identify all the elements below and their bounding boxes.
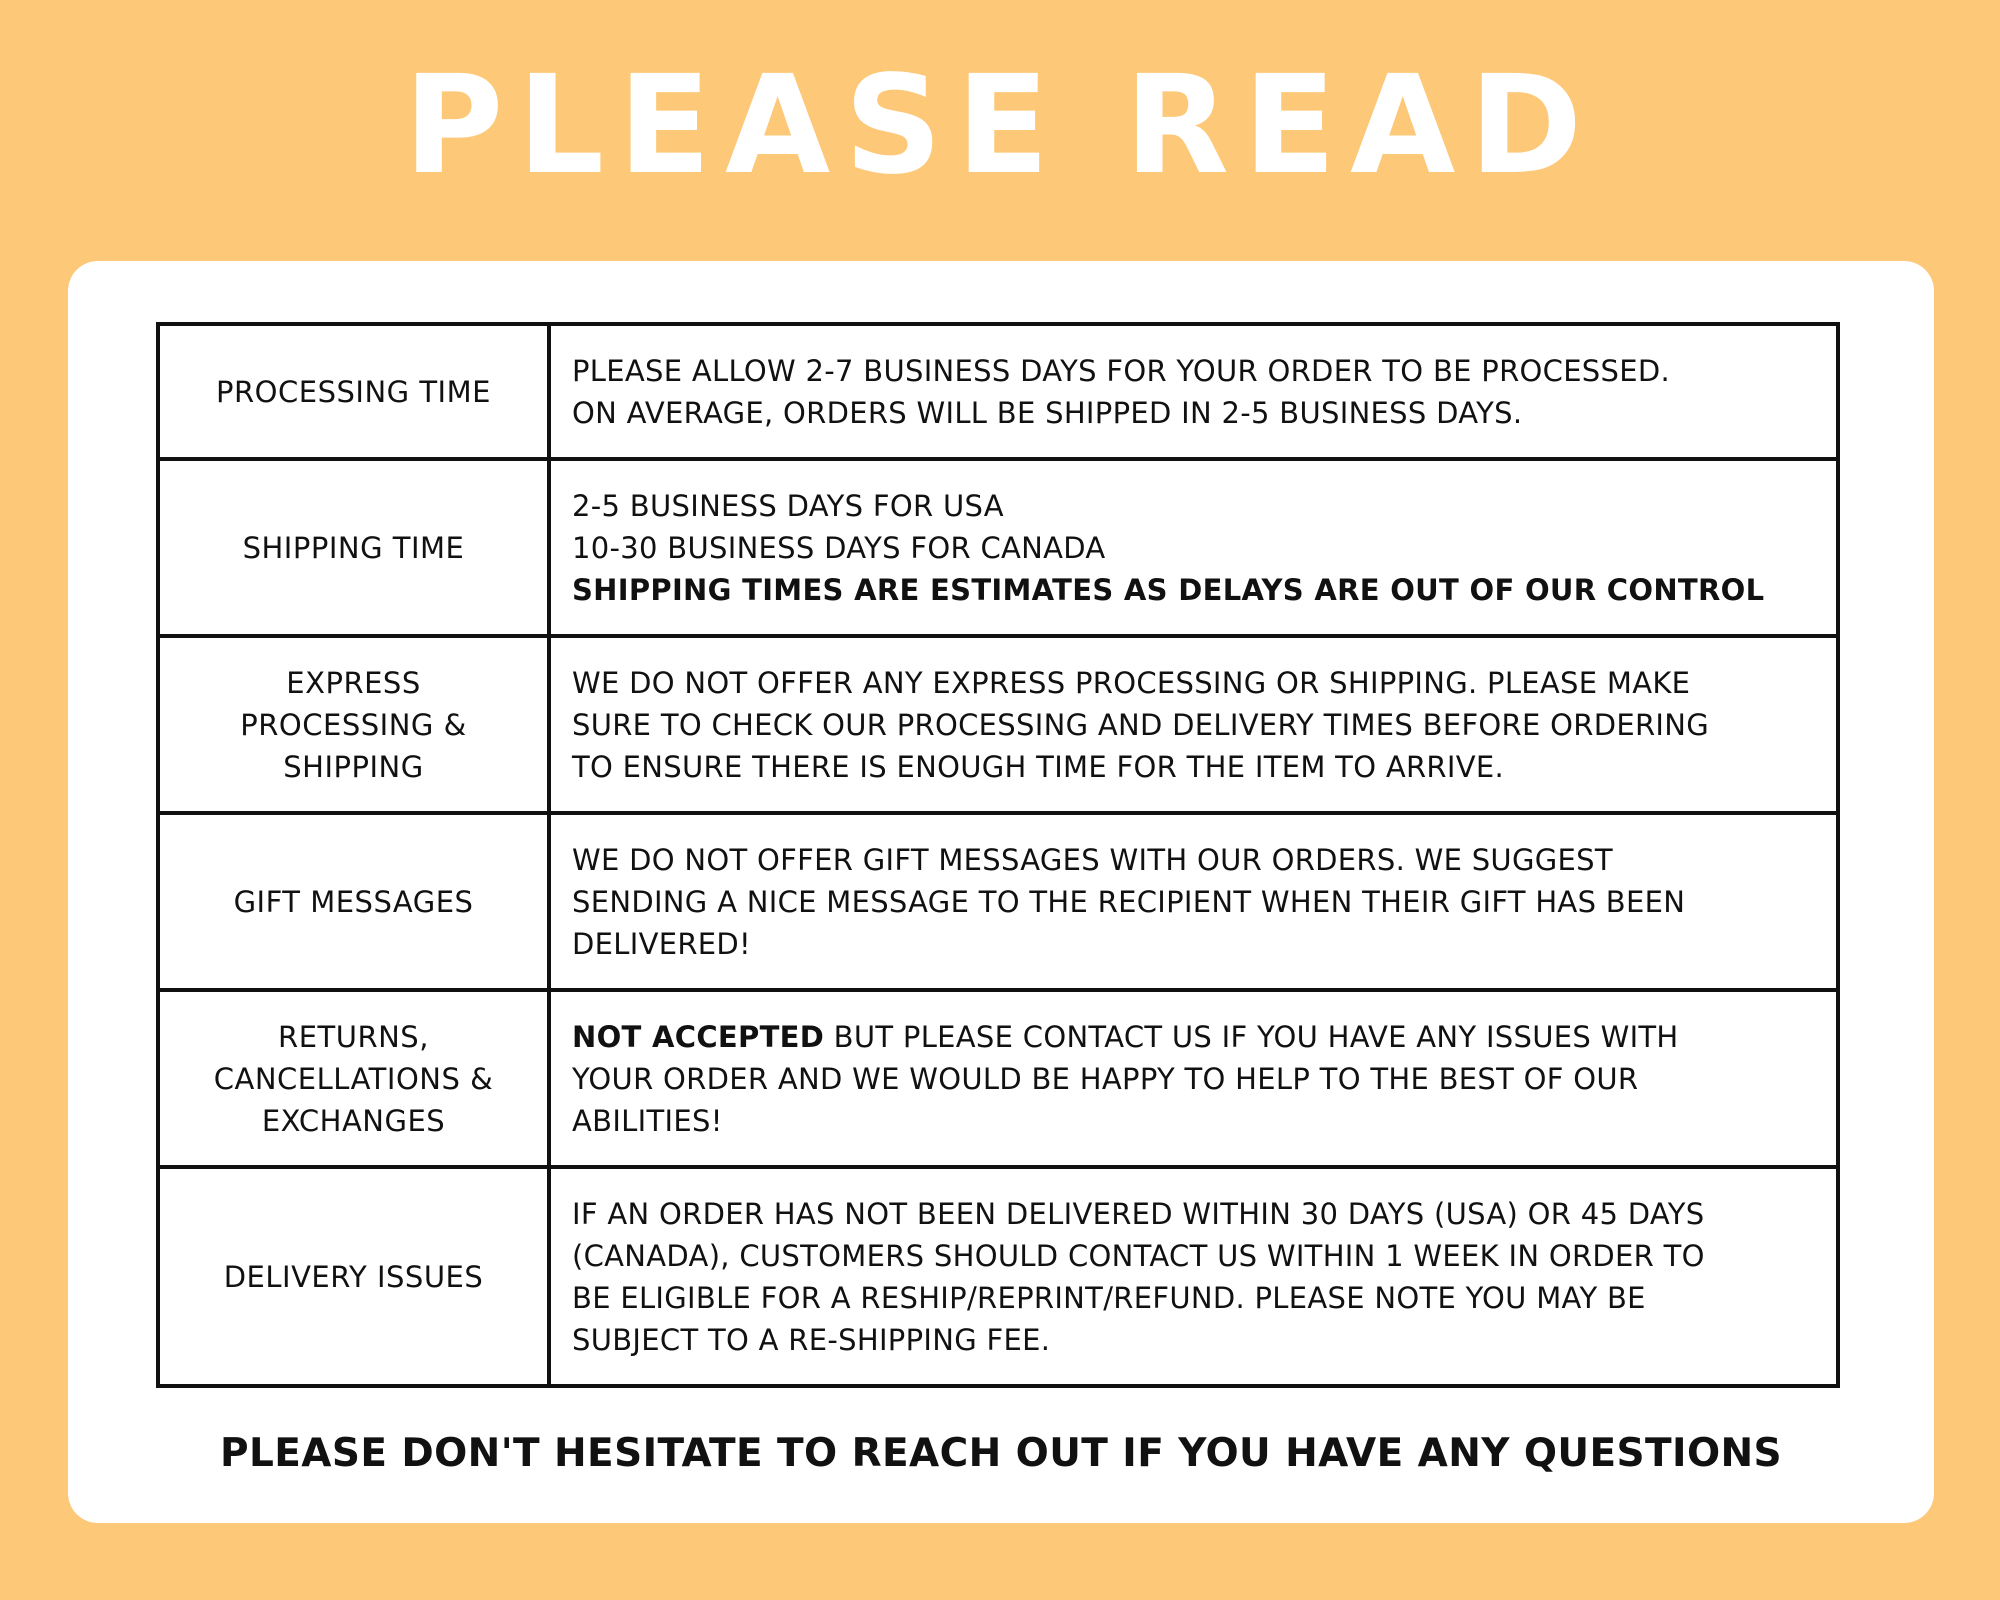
- row-description-line: WE DO NOT OFFER ANY EXPRESS PROCESSING OR SHIPPING. PLEASE MAKE: [572, 665, 1691, 700]
- shipping-estimate-notice: SHIPPING TIMES ARE ESTIMATES AS DELAYS ARE OUT OF OUR CONTROL: [572, 572, 1765, 607]
- row-description-line: ON AVERAGE, ORDERS WILL BE SHIPPED IN 2-5 BUSINESS DAYS.: [572, 395, 1523, 430]
- row-description-line: (CANADA), CUSTOMERS SHOULD CONTACT US WITHIN 1 WEEK IN ORDER TO: [572, 1238, 1705, 1273]
- row-description-cell: [549, 324, 1838, 459]
- row-label: PROCESSING TIME: [216, 374, 491, 409]
- row-label-cell: [158, 324, 549, 459]
- row-label: GIFT MESSAGES: [233, 884, 474, 919]
- row-description-cell: [549, 636, 1838, 813]
- row-description-line: TO ENSURE THERE IS ENOUGH TIME FOR THE ITEM TO ARRIVE.: [572, 749, 1505, 784]
- row-label-cell: [158, 813, 549, 990]
- row-description-line: 2-5 BUSINESS DAYS FOR USA: [572, 488, 1004, 523]
- row-description-cell: [549, 459, 1838, 636]
- table-row-gift-messages: [158, 813, 1838, 990]
- not-accepted-label: NOT ACCEPTED: [572, 1019, 825, 1054]
- footer-message: PLEASE DON'T HESITATE TO REACH OUT IF YOU HAVE ANY QUESTIONS: [219, 1431, 1783, 1476]
- row-description-cell: [549, 1167, 1838, 1386]
- table-row-shipping-time: [158, 459, 1838, 636]
- row-label-line: PROCESSING &: [240, 707, 467, 742]
- table-row-returns: [158, 990, 1838, 1167]
- row-description-line: YOUR ORDER AND WE WOULD BE HAPPY TO HELP TO THE BEST OF OUR: [572, 1061, 1639, 1096]
- row-description-line: DELIVERED!: [572, 926, 751, 961]
- row-description-line: ABILITIES!: [572, 1103, 723, 1138]
- policy-table: [156, 322, 1840, 1388]
- table-row-delivery-issues: [158, 1167, 1838, 1386]
- returns-text: BUT PLEASE CONTACT US IF YOU HAVE ANY ISSUES WITH: [824, 1019, 1679, 1054]
- row-label-line: EXPRESS: [286, 665, 421, 700]
- row-label: SHIPPING TIME: [242, 530, 465, 565]
- row-label-cell: [158, 459, 549, 636]
- row-label-cell: [158, 636, 549, 813]
- row-description-line: BE ELIGIBLE FOR A RESHIP/REPRINT/REFUND. PLEASE NOTE YOU MAY BE: [572, 1280, 1646, 1315]
- row-description-line: [572, 1016, 1822, 1058]
- row-description-cell: [549, 813, 1838, 990]
- row-description-line: SURE TO CHECK OUR PROCESSING AND DELIVERY TIMES BEFORE ORDERING: [572, 707, 1710, 742]
- row-description-line: SUBJECT TO A RE-SHIPPING FEE.: [572, 1322, 1051, 1357]
- row-label-line: EXCHANGES: [261, 1103, 446, 1138]
- row-label-line: CANCELLATIONS &: [213, 1061, 494, 1096]
- row-label-cell: [158, 990, 549, 1167]
- page-title: PLEASE READ: [403, 47, 1597, 205]
- row-description-cell: [549, 990, 1838, 1167]
- row-label-line: SHIPPING: [283, 749, 424, 784]
- row-label-line: RETURNS,: [278, 1019, 429, 1054]
- row-description-line: WE DO NOT OFFER GIFT MESSAGES WITH OUR ORDERS. WE SUGGEST: [572, 842, 1613, 877]
- row-description-line: PLEASE ALLOW 2-7 BUSINESS DAYS FOR YOUR ORDER TO BE PROCESSED.: [572, 353, 1670, 388]
- table-row-processing-time: [158, 324, 1838, 459]
- table-row-express-processing: [158, 636, 1838, 813]
- row-label-cell: [158, 1167, 549, 1386]
- row-label: DELIVERY ISSUES: [223, 1259, 484, 1294]
- policy-card: [68, 261, 1934, 1523]
- row-description-line: IF AN ORDER HAS NOT BEEN DELIVERED WITHIN 30 DAYS (USA) OR 45 DAYS: [572, 1196, 1705, 1231]
- row-description-line: 10-30 BUSINESS DAYS FOR CANADA: [572, 530, 1106, 565]
- row-description-line: SENDING A NICE MESSAGE TO THE RECIPIENT WHEN THEIR GIFT HAS BEEN: [572, 884, 1686, 919]
